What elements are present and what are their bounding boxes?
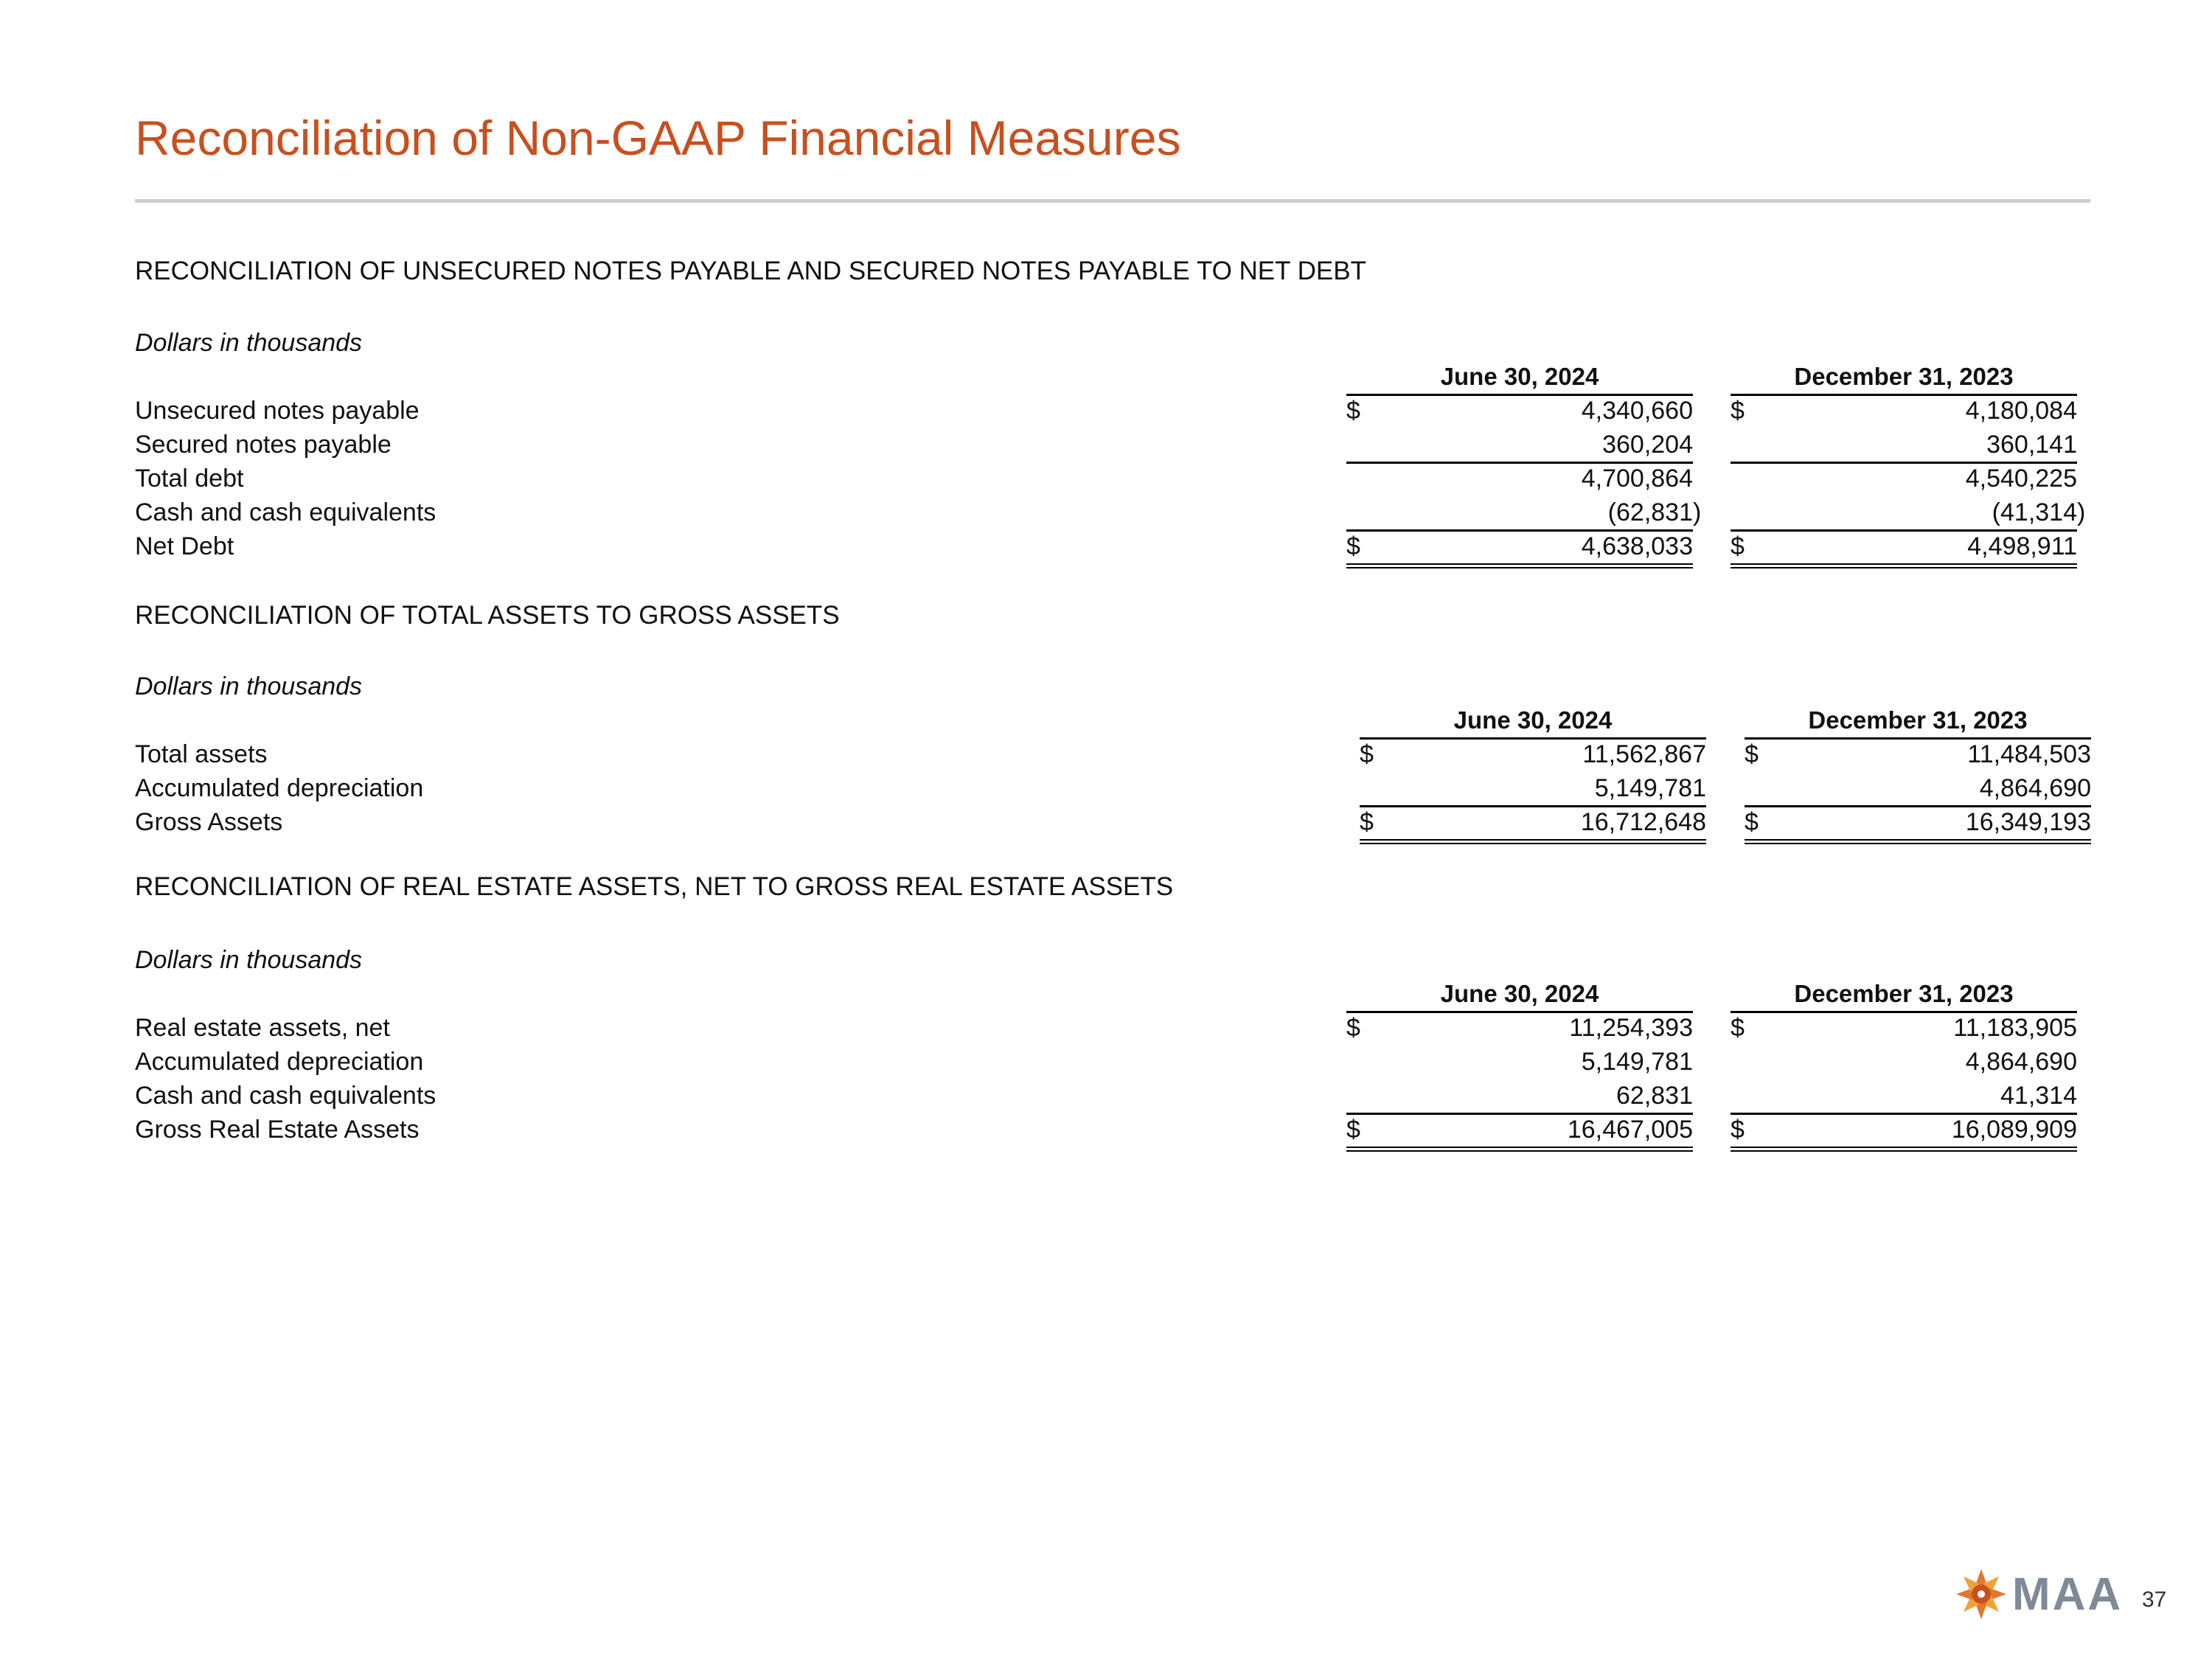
gross-real-estate-row-label: Cash and cash equivalents (135, 1082, 437, 1110)
net-debt-value-cell: $ 4,340,660 (1346, 397, 1693, 425)
gross-real-estate-heading: RECONCILIATION OF REAL ESTATE ASSETS, NET TO GROSS REAL ESTATE ASSETS (135, 872, 1174, 901)
gross-real-estate-row-label: Gross Real Estate Assets (135, 1116, 420, 1144)
gross-real-estate-row-label: Accumulated depreciation (135, 1048, 424, 1076)
gross-real-estate-units: Dollars in thousands (135, 946, 363, 974)
gross-real-estate-total-cell: $ 16,467,005 (1346, 1113, 1693, 1152)
net-debt-units: Dollars in thousands (135, 329, 363, 357)
gross-assets-value-cell: 4,864,690 (1745, 771, 2091, 807)
gross-assets-row-label: Total assets (135, 740, 268, 768)
gross-real-estate-col-dec-2023: December 31, 2023 (1731, 977, 2077, 1013)
net-debt-value-cell: (41,314 ) (1731, 495, 2077, 532)
gross-real-estate-value-cell: 5,149,781 (1581, 1048, 1693, 1076)
gross-assets-col-dec-2023: December 31, 2023 (1745, 703, 2091, 740)
net-debt-row-label: Net Debt (135, 532, 234, 560)
gross-real-estate-value-cell: 62,831 (1346, 1079, 1693, 1115)
net-debt-value-cell: 360,204 (1346, 428, 1693, 464)
net-debt-heading: RECONCILIATION OF UNSECURED NOTES PAYABLE AND SECURED NOTES PAYABLE TO NET DEBT (135, 257, 1366, 285)
net-debt-col-june-2024: June 30, 2024 (1346, 360, 1693, 396)
net-debt-value-cell: (62,831 ) (1346, 495, 1693, 532)
net-debt-value-cell: 360,141 (1731, 428, 2077, 464)
gross-real-estate-value-cell: 4,864,690 (1965, 1048, 2077, 1076)
net-debt-row-label: Cash and cash equivalents (135, 498, 437, 526)
net-debt-value-cell: 4,700,864 (1581, 465, 1693, 493)
gross-real-estate-value-cell: $ 11,183,905 (1731, 1014, 2077, 1042)
gross-real-estate-row-label: Real estate assets, net (135, 1014, 390, 1042)
net-debt-total-cell: $ 4,638,033 (1346, 529, 1693, 568)
net-debt-row-label: Total debt (135, 465, 244, 493)
net-debt-value-cell: $ 4,180,084 (1731, 397, 2077, 425)
net-debt-total-cell: $ 4,498,911 (1731, 529, 2077, 568)
gross-assets-row-label: Accumulated depreciation (135, 774, 424, 802)
gross-assets-total-cell: $ 16,712,648 (1360, 805, 1706, 844)
net-debt-row-label: Secured notes payable (135, 431, 392, 459)
title-divider (135, 199, 2090, 203)
maa-logo (1955, 1568, 2124, 1624)
net-debt-value-cell: 4,540,225 (1965, 465, 2077, 493)
page-title: Reconciliation of Non-GAAP Financial Measures (135, 111, 1181, 165)
logo-wordmark: MAA (2012, 1569, 2124, 1620)
page-number: 37 (2142, 1587, 2167, 1612)
gross-assets-col-june-2024: June 30, 2024 (1360, 703, 1706, 740)
gross-assets-value-cell: $ 11,562,867 (1360, 740, 1706, 768)
maa-starburst-icon (1955, 1568, 2008, 1621)
net-debt-col-dec-2023: December 31, 2023 (1731, 360, 2077, 396)
gross-assets-row-label: Gross Assets (135, 808, 283, 836)
gross-assets-value-cell: 5,149,781 (1360, 771, 1706, 807)
gross-assets-value-cell: $ 11,484,503 (1745, 740, 2091, 768)
net-debt-row-label: Unsecured notes payable (135, 397, 420, 425)
gross-assets-heading: RECONCILIATION OF TOTAL ASSETS TO GROSS ASSETS (135, 601, 840, 630)
gross-assets-total-cell: $ 16,349,193 (1745, 805, 2091, 844)
gross-real-estate-total-cell: $ 16,089,909 (1731, 1113, 2077, 1152)
gross-real-estate-col-june-2024: June 30, 2024 (1346, 977, 1693, 1013)
gross-real-estate-value-cell: $ 11,254,393 (1346, 1014, 1693, 1042)
gross-assets-units: Dollars in thousands (135, 672, 363, 700)
gross-real-estate-value-cell: 41,314 (1731, 1079, 2077, 1115)
